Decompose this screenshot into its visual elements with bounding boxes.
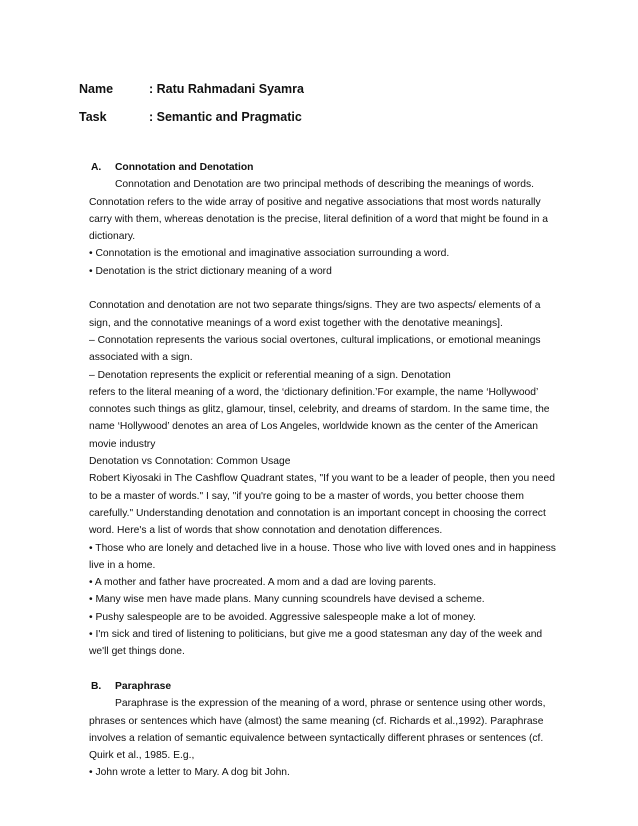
section-b-title: Paraphrase — [115, 680, 172, 692]
section-a-example-5: • I'm sick and tired of listening to politicians, but give me a good statesman any day of the week and we'll get things done. — [89, 629, 543, 658]
section-a-paragraph-2: Connotation and denotation are not two separate things/signs. They are two aspects/ elements of a sign, and the connotative meanings of a word exist together with the denotative meanings]. — [89, 300, 541, 329]
section-a-dash-2-continued: refers to the literal meaning of a word, the ‘dictionary definition.’For example, the name ‘Hollywood’ connotes such things as glitz, glamour, tinsel, celebrity, and dreams of stardom. In the same time, the name ‘Hollywood’ denotes an area of Los Angeles, worldwide known as the center of the American movie industry — [89, 386, 550, 450]
section-a-example-4: • Pushy salespeople are to be avoided. Aggressive salespeople make a lot of money. — [89, 611, 476, 623]
section-a-bullet-2: • Denotation is the strict dictionary meaning of a word — [89, 265, 332, 277]
section-a-example-1: • Those who are lonely and detached live in a house. Those who live with loved ones and in happiness live in a home. — [89, 542, 556, 571]
section-a-subheading: Denotation vs Connotation: Common Usage — [89, 456, 291, 468]
section-b-intro: Paraphrase is the expression of the meaning of a word, phrase or sentence using other words, phrases or sentences which have (almost) the same meaning (cf. Richards et al.,1992). Paraphrase involves a relation of semantic equivalence between syntactically different phrases or sentences (cf. Quirk et al., 1985. E.g., — [89, 698, 546, 762]
section-b-heading — [89, 678, 564, 695]
spacer — [89, 661, 564, 678]
spacer — [89, 280, 564, 297]
section-a-quote: Robert Kiyosaki in The Cashflow Quadrant states, "If you want to be a leader of people, then you need to be a master of words." I say, "if you're going to be a master of words, you better choose them carefully." Understanding denotation and connotation is an important concept in choosing the correct word. Here's a list of words that show connotation and denotation differences. — [89, 473, 555, 537]
section-a-example-3: • Many wise men have made plans. Many cunning scoundrels have devised a scheme. — [89, 594, 485, 606]
task-label: Task — [79, 110, 107, 124]
section-a-intro: Connotation and Denotation are two principal methods of describing the meanings of words. Connotation refers to the wide array of positive and negative associations that most words naturally carry with them, whereas denotation is the precise, literal definition of a word that might be found in a dictionary. — [89, 179, 549, 243]
section-a-marker: A. — [91, 162, 102, 173]
document-body — [89, 159, 564, 782]
section-b-example-1: • John wrote a letter to Mary. A dog bit John. — [89, 767, 290, 779]
section-a-dash-2: – Denotation represents the explicit or referential meaning of a sign. Denotation — [89, 369, 451, 381]
section-a-heading — [89, 159, 564, 176]
task-value: : Semantic and Pragmatic — [149, 110, 302, 124]
section-a-bullet-1: • Connotation is the emotional and imaginative association surrounding a word. — [89, 248, 450, 260]
section-a-title: Connotation and Denotation — [115, 162, 254, 173]
name-label: Name — [79, 82, 114, 96]
name-value: : Ratu Rahmadani Syamra — [149, 82, 304, 96]
section-b-marker: B. — [91, 680, 102, 692]
section-a-example-2: • A mother and father have procreated. A mom and a dad are loving parents. — [89, 577, 437, 589]
section-a-dash-1: – Connotation represents the various social overtones, cultural implications, or emotional meanings associated with a sign. — [89, 334, 541, 364]
